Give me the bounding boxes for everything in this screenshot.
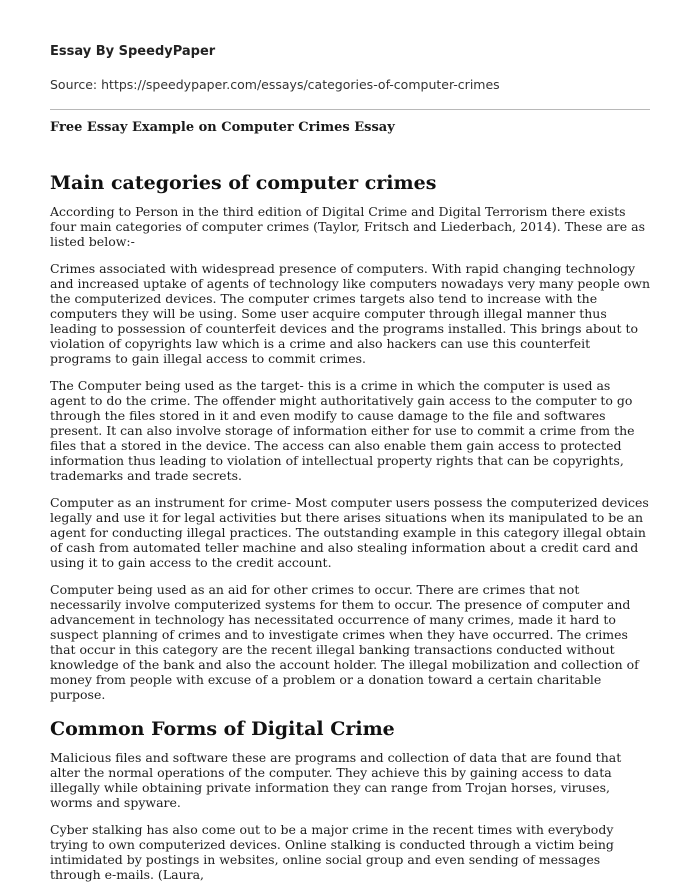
essay-label: Free Essay Example on Computer Crimes Essay xyxy=(50,120,395,135)
paragraph: According to Person in the third edition of Digital Crime and Digital Terrorism there exists four main categories of computer crimes (Taylor, Fritsch and Liederbach, 2014). These are as listed below:- xyxy=(50,204,645,249)
source-url: Source: https://speedypaper.com/essays/categories-of-computer-crimes xyxy=(50,77,500,92)
section-heading-main-categories: Main categories of computer crimes xyxy=(50,172,437,194)
paragraph: The Computer being used as the target- this is a crime in which the computer is used as agent to do the crime. The offender might authoritatively gain access to the computer to go through the files stored in it and even modify to cause damage to the file and softwares present. It can also involve storage of information either for use to commit a crime from the files that a stored in the device. The access can also enable them gain access to protected information thus leading to violation of intellectual property rights that can be copyrights, trademarks and trade secrets. xyxy=(50,378,635,483)
paragraph: Computer being used as an aid for other crimes to occur. There are crimes that not necessarily involve computerized systems for them to occur. The presence of computer and advancement in technology has necessitated occurrence of many crimes, made it hard to suspect planning of crimes and to investigate crimes when they have occurred. The crimes that occur in this category are the recent illegal banking transactions conducted without knowledge of the bank and also the account holder. The illegal mobilization and collection of money from people with excuse of a problem or a donation toward a certain charitable purpose. xyxy=(50,582,639,702)
paragraph: Computer as an instrument for crime- Most computer users possess the computerized devices legally and use it for legal activities but there arises situations when its manipulated to be an agent for conducting illegal practices. The outstanding example in this category illegal obtain of cash from automated teller machine and also stealing information about a credit card and using it to gain access to the credit account. xyxy=(50,495,649,570)
document-header xyxy=(50,44,650,93)
brand-title: Essay By SpeedyPaper xyxy=(50,44,216,59)
paragraph: Cyber stalking has also come out to be a major crime in the recent times with everybody trying to own computerized devices. Online stalking is conducted through a victim being intimidated by postings in websites, online social group and even sending of messages through e-mails. (Laura, xyxy=(50,822,614,882)
paragraph: Malicious files and software these are programs and collection of data that are found that alter the normal operations of the computer. They achieve this by gaining access to data illegally while obtaining private information they can range from Trojan horses, viruses, worms and spyware. xyxy=(50,750,622,810)
header-divider xyxy=(50,109,650,110)
paragraph: Crimes associated with widespread presence of computers. With rapid changing technology and increased uptake of agents of technology like computers nowadays very many people own the computerized devices. The computer crimes targets also tend to increase with the computers they will be using. Some user acquire computer through illegal manner thus leading to possession of counterfeit devices and the programs installed. This brings about to violation of copyrights law which is a crime and also hackers can use this counterfeit programs to gain illegal access to commit crimes. xyxy=(50,261,651,366)
section-heading-common-forms: Common Forms of Digital Crime xyxy=(50,718,395,740)
essay-body xyxy=(50,170,650,894)
